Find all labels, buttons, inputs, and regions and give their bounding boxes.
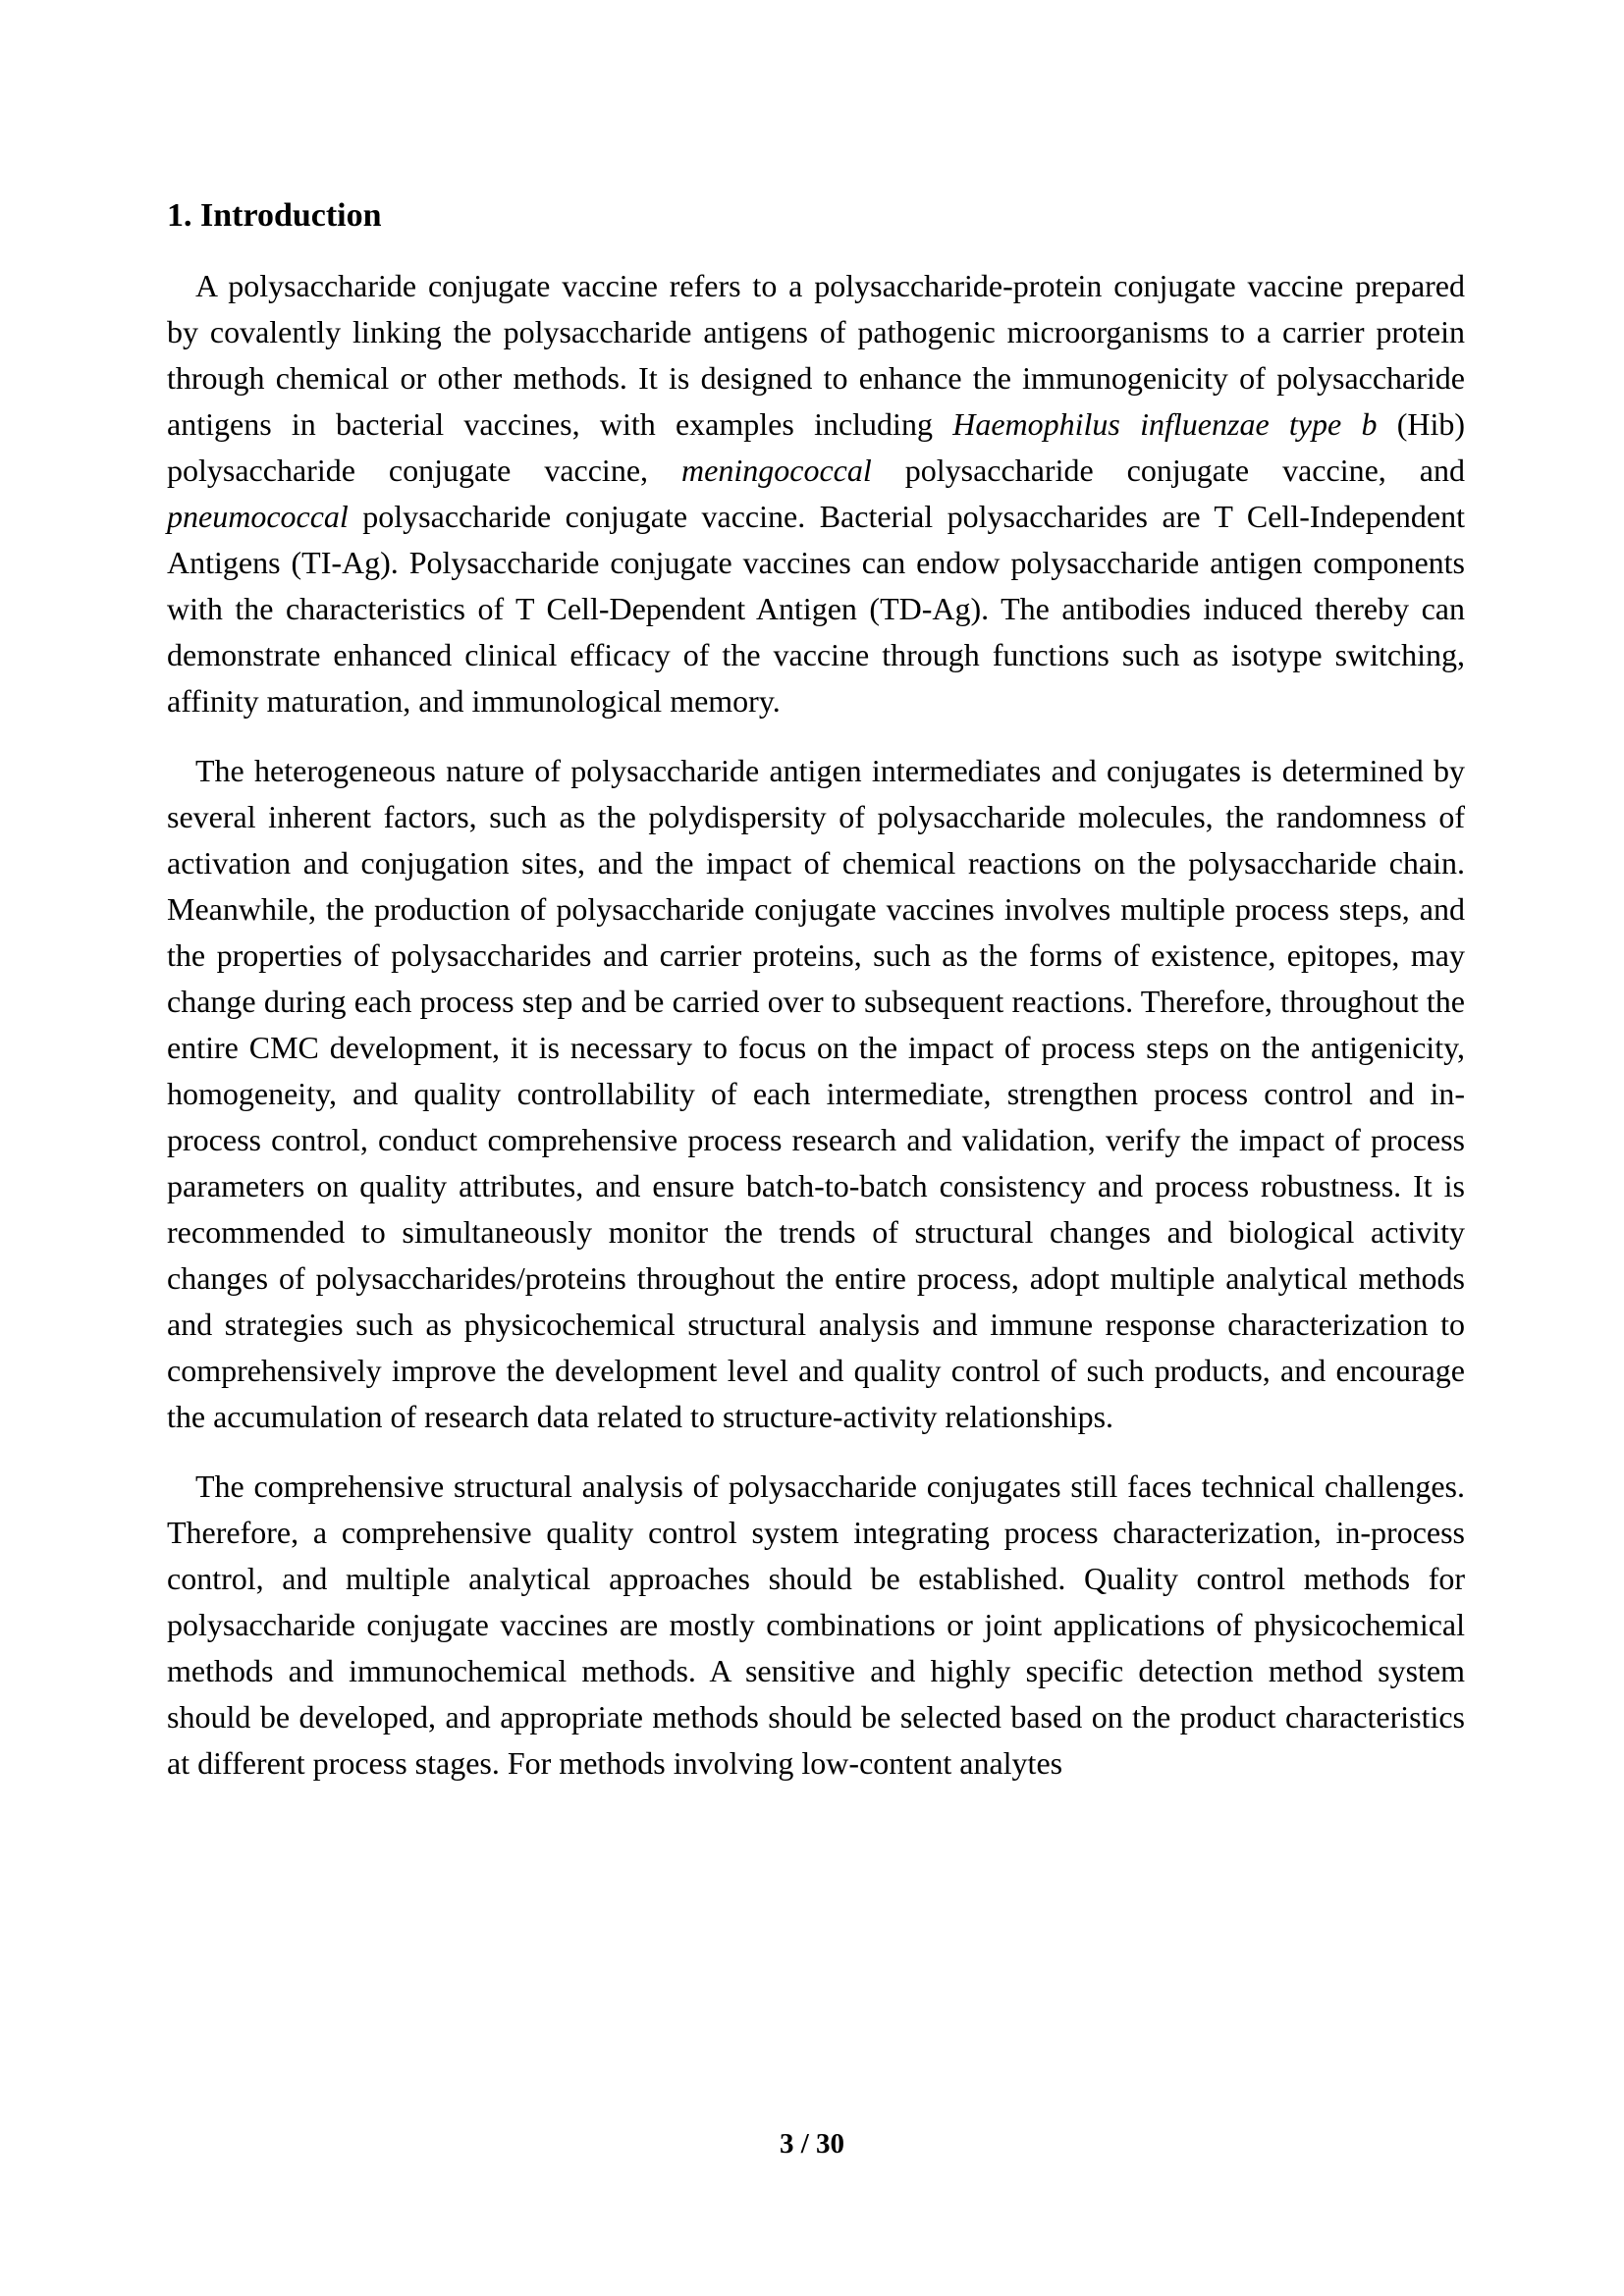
italic-phrase: pneumococcal bbox=[167, 499, 349, 534]
document-content bbox=[167, 192, 1465, 1810]
paragraph: A polysaccharide conjugate vaccine refers to a polysaccharide-protein conjugate vaccine prepared by covalently linking the polysaccharide antigens of pathogenic microorganisms to a carrier protein through chemical or other methods. It is designed to enhance the immunogenicity of polysaccharide antigens in bacterial vaccines, with examples including Haemophilus influenzae type b (Hib) polysaccharide conjugate vaccine, meningococcal polysaccharide conjugate vaccine, and pneumococcal polysaccharide conjugate vaccine. Bacterial polysaccharides are T Cell-Independent Antigens (TI-Ag). Polysaccharide conjugate vaccines can endow polysaccharide antigen components with the characteristics of T Cell-Dependent Antigen (TD-Ag). The antibodies induced thereby can demonstrate enhanced clinical efficacy of the vaccine through functions such as isotype switching, affinity maturation, and immunological memory. bbox=[167, 268, 1466, 719]
page-number: 3 / 30 bbox=[779, 2128, 845, 2160]
paragraph: The heterogeneous nature of polysaccharide antigen intermediates and conjugates is determined by several inherent factors, such as the polydispersity of polysaccharide molecules, the randomness of activation and conjugation sites, and the impact of chemical reactions on the polysaccharide chain. Meanwhile, the production of polysaccharide conjugate vaccines involves multiple process steps, and the properties of polysaccharides and carrier proteins, such as the forms of existence, epitopes, may change during each process step and be carried over to subsequent reactions. Therefore, throughout the entire CMC development, it is necessary to focus on the impact of process steps on the antigenicity, homogeneity, and quality controllability of each intermediate, strengthen process control and in-process control, conduct comprehensive process research and validation, verify the impact of process parameters on quality attributes, and ensure batch-to-batch consistency and process robustness. It is recommended to simultaneously monitor the trends of structural changes and biological activity changes of polysaccharides/proteins throughout the entire process, adopt multiple analytical methods and strategies such as physicochemical structural analysis and immune response characterization to comprehensively improve the development level and quality control of such products, and encourage the accumulation of research data related to structure-activity relationships. bbox=[167, 753, 1465, 1434]
italic-phrase: Haemophilus influenzae type b bbox=[952, 406, 1378, 442]
section-heading: 1. Introduction bbox=[167, 197, 382, 234]
body-paragraphs bbox=[167, 263, 1465, 1787]
paragraph: The comprehensive structural analysis of polysaccharide conjugates still faces technical challenges. Therefore, a comprehensive quality control system integrating process characterization, in-process control, and multiple analytical approaches should be established. Quality control methods for polysaccharide conjugate vaccines are mostly combinations or joint applications of physicochemical methods and immunochemical methods. A sensitive and highly specific detection method system should be developed, and appropriate methods should be selected based on the product characteristics at different process stages. For methods involving low-content analytes bbox=[167, 1468, 1465, 1781]
italic-phrase: meningococcal bbox=[681, 453, 872, 488]
